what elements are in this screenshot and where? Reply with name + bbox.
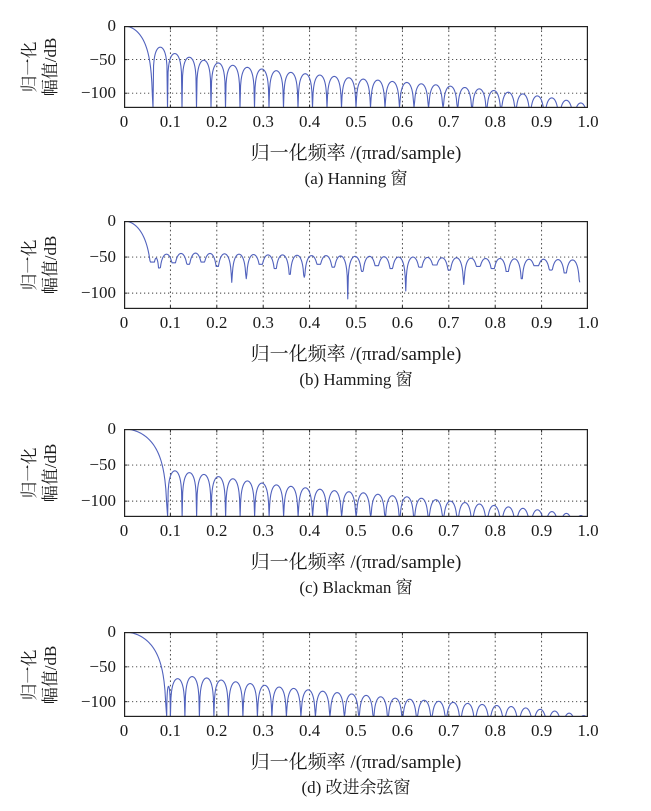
chart-caption: (b) Hamming 窗 bbox=[299, 370, 413, 389]
y-tick-label: −100 bbox=[80, 83, 116, 103]
x-tick-label: 0.6 bbox=[391, 521, 414, 540]
x-tick-label: 0.5 bbox=[345, 112, 367, 131]
y-tick-label: −50 bbox=[89, 247, 116, 267]
x-tick-label: 0.5 bbox=[345, 521, 367, 540]
x-tick-label: 0.7 bbox=[438, 721, 460, 740]
x-tick-label: 0 bbox=[119, 521, 129, 540]
grid-lines bbox=[124, 429, 588, 517]
y-axis-label bbox=[19, 38, 61, 97]
x-tick-label: 0.3 bbox=[252, 313, 274, 332]
y-axis-label-line2: 幅值/dB bbox=[41, 645, 60, 704]
y-tick-label: −50 bbox=[89, 656, 116, 676]
chart-caption: (d) 改进余弦窗 bbox=[301, 778, 411, 797]
x-tick-label: 0.9 bbox=[530, 313, 553, 332]
x-tick-label: 0.9 bbox=[530, 721, 553, 740]
x-tick-label: 0.2 bbox=[206, 521, 228, 540]
x-tick-label: 0.1 bbox=[159, 313, 182, 332]
y-tick-label: −100 bbox=[80, 283, 116, 303]
x-tick-label: 0.3 bbox=[252, 112, 274, 131]
y-tick-label: −100 bbox=[80, 491, 116, 511]
y-axis-label-line2: 幅值/dB bbox=[41, 235, 60, 295]
x-tick-label: 0.4 bbox=[298, 721, 321, 740]
y-axis-label bbox=[19, 444, 61, 503]
x-tick-label: 0.9 bbox=[530, 112, 553, 131]
y-tick-label: 0 bbox=[107, 16, 116, 35]
y-axis-label-line1: 归一化 bbox=[20, 447, 39, 499]
x-tick-label: 0.4 bbox=[298, 112, 321, 131]
x-tick-label: 0.1 bbox=[159, 721, 182, 740]
x-tick-label: 0.7 bbox=[438, 313, 460, 332]
x-tick-label: 0.8 bbox=[484, 313, 506, 332]
x-axis-label: 归一化频率 /(πrad/sample) bbox=[250, 752, 462, 773]
plot-area bbox=[124, 26, 588, 108]
x-tick-label: 0 bbox=[119, 721, 129, 740]
x-tick-label: 0.5 bbox=[345, 721, 367, 740]
response-curve bbox=[124, 429, 588, 517]
x-tick-label: 1.0 bbox=[577, 313, 599, 332]
x-tick-label: 0.8 bbox=[484, 721, 506, 740]
y-tick-label: −100 bbox=[80, 691, 116, 711]
x-tick-label: 0.1 bbox=[159, 112, 182, 131]
x-axis-label: 归一化频率 /(πrad/sample) bbox=[250, 552, 462, 573]
x-tick-label: 0.1 bbox=[159, 521, 182, 540]
x-tick-label: 0.9 bbox=[530, 521, 553, 540]
y-axis-label-line1: 归一化 bbox=[20, 649, 39, 700]
x-tick-label: 0.6 bbox=[391, 112, 414, 131]
x-tick-label: 0.2 bbox=[206, 721, 228, 740]
y-axis-label bbox=[19, 236, 61, 295]
y-tick-label: −50 bbox=[89, 49, 116, 69]
x-tick-label: 0.8 bbox=[484, 521, 506, 540]
x-tick-label: 0.2 bbox=[206, 112, 228, 131]
x-tick-label: 0.6 bbox=[391, 721, 414, 740]
plot-area bbox=[124, 429, 588, 517]
x-tick-label: 0.7 bbox=[438, 521, 460, 540]
grid-lines bbox=[124, 632, 588, 717]
x-tick-label: 0.3 bbox=[252, 721, 274, 740]
plot-area bbox=[124, 632, 588, 717]
x-tick-label: 0.3 bbox=[252, 521, 274, 540]
x-axis-label: 归一化频率 /(πrad/sample) bbox=[250, 143, 462, 164]
x-tick-label: 0.7 bbox=[438, 112, 460, 131]
x-axis-label: 归一化频率 /(πrad/sample) bbox=[250, 344, 462, 365]
y-axis-label bbox=[19, 645, 61, 704]
x-tick-label: 0.4 bbox=[298, 313, 321, 332]
x-tick-label: 0.2 bbox=[206, 313, 228, 332]
x-tick-label: 1.0 bbox=[577, 521, 599, 540]
x-tick-label: 0 bbox=[119, 313, 129, 332]
y-tick-label: 0 bbox=[107, 622, 116, 641]
y-axis-label-line2: 幅值/dB bbox=[41, 37, 60, 97]
x-tick-label: 0.6 bbox=[391, 313, 414, 332]
axis-ticks bbox=[124, 632, 588, 717]
response-curve bbox=[124, 221, 580, 299]
y-axis-label-line1: 归一化 bbox=[20, 239, 39, 291]
x-tick-label: 1.0 bbox=[577, 112, 599, 131]
grid-lines bbox=[124, 221, 588, 309]
x-tick-label: 0.8 bbox=[484, 112, 506, 131]
y-tick-label: 0 bbox=[107, 419, 116, 438]
x-tick-label: 0 bbox=[119, 112, 129, 131]
y-axis-label-line2: 幅值/dB bbox=[41, 443, 60, 503]
plot-area bbox=[124, 221, 588, 309]
y-axis-label-line1: 归一化 bbox=[20, 41, 39, 93]
x-tick-label: 0.5 bbox=[345, 313, 367, 332]
y-tick-label: −50 bbox=[89, 455, 116, 475]
grid-lines bbox=[124, 26, 588, 108]
x-tick-label: 1.0 bbox=[577, 721, 599, 740]
chart-caption: (c) Blackman 窗 bbox=[299, 578, 413, 597]
chart-caption: (a) Hanning 窗 bbox=[304, 169, 408, 188]
x-tick-label: 0.4 bbox=[298, 521, 321, 540]
y-tick-label: 0 bbox=[107, 211, 116, 230]
